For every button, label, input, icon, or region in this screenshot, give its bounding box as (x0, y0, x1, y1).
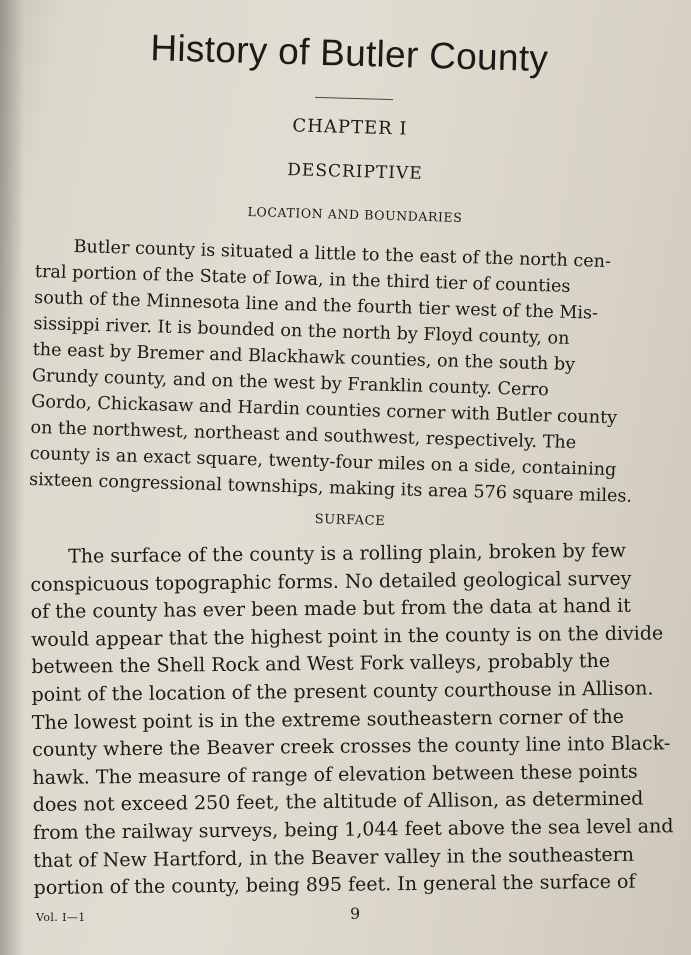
text-line: county is an exact square, twenty-four miles on a side, containing (29, 443, 617, 481)
signature-mark: Vol. I—1 (36, 911, 86, 924)
section-heading-surface: SURFACE (314, 512, 386, 529)
text-line: sissippi river. It is bounded on the north by Floyd county, on (33, 313, 570, 349)
text-line: does not exceed 250 feet, the altitude of Allison, as determined (32, 787, 644, 817)
text-line: the east by Bremer and Blackhawk counties, on the south by (32, 339, 576, 376)
text-line: would appear that the highest point in the county is on the divide (30, 622, 664, 651)
text-line: tral portion of the State of Iowa, in the third tier of counties (34, 261, 571, 297)
book-title: History of Butler County (149, 27, 549, 80)
paragraph-surface (30, 537, 674, 902)
text-line: portion of the county, being 895 feet. In general the surface of (33, 870, 636, 900)
text-line: county where the Beaver creek crosses the county line into Black- (32, 732, 671, 762)
chapter-label: CHAPTER I (292, 115, 408, 140)
text-line: Grundy county, and on the west by Franklin county. Cerro (31, 365, 550, 401)
text-line: point of the location of the present county courthouse in Allison. (31, 677, 654, 706)
text-line: Gordo, Chickasaw and Hardin counties corner with Butler county (31, 391, 618, 429)
text-line: between the Shell Rock and West Fork valleys, probably the (31, 650, 611, 679)
section-heading-location: LOCATION AND BOUNDARIES (247, 204, 463, 225)
page-number: 9 (350, 904, 361, 923)
text-line: of the county has ever been made but from the data at hand it (30, 594, 631, 624)
text-line: conspicuous topographic forms. No detailed geological survey (30, 567, 632, 596)
text-line: south of the Minnesota line and the fourth tier west of the Mis- (33, 287, 599, 324)
binding-shadow (0, 0, 24, 955)
text-line: from the railway surveys, being 1,044 feet above the sea level and (32, 815, 674, 844)
text-line: Butler county is situated a little to the east of the north cen- (73, 237, 612, 273)
title-divider (315, 97, 393, 100)
text-line: The surface of the county is a rolling plain, broken by few (68, 539, 626, 568)
paragraph-location (29, 233, 639, 510)
text-line: The lowest point is in the extreme southeastern corner of the (31, 705, 625, 734)
text-line: on the northwest, northeast and southwest, respectively. The (30, 417, 577, 454)
text-line: hawk. The measure of range of elevation between these points (32, 760, 638, 789)
text-line: sixteen congressional townships, making its area 576 square miles. (28, 469, 633, 507)
text-line: that of New Hartford, in the Beaver valley in the southeastern (33, 843, 635, 872)
chapter-name: DESCRIPTIVE (287, 160, 423, 184)
